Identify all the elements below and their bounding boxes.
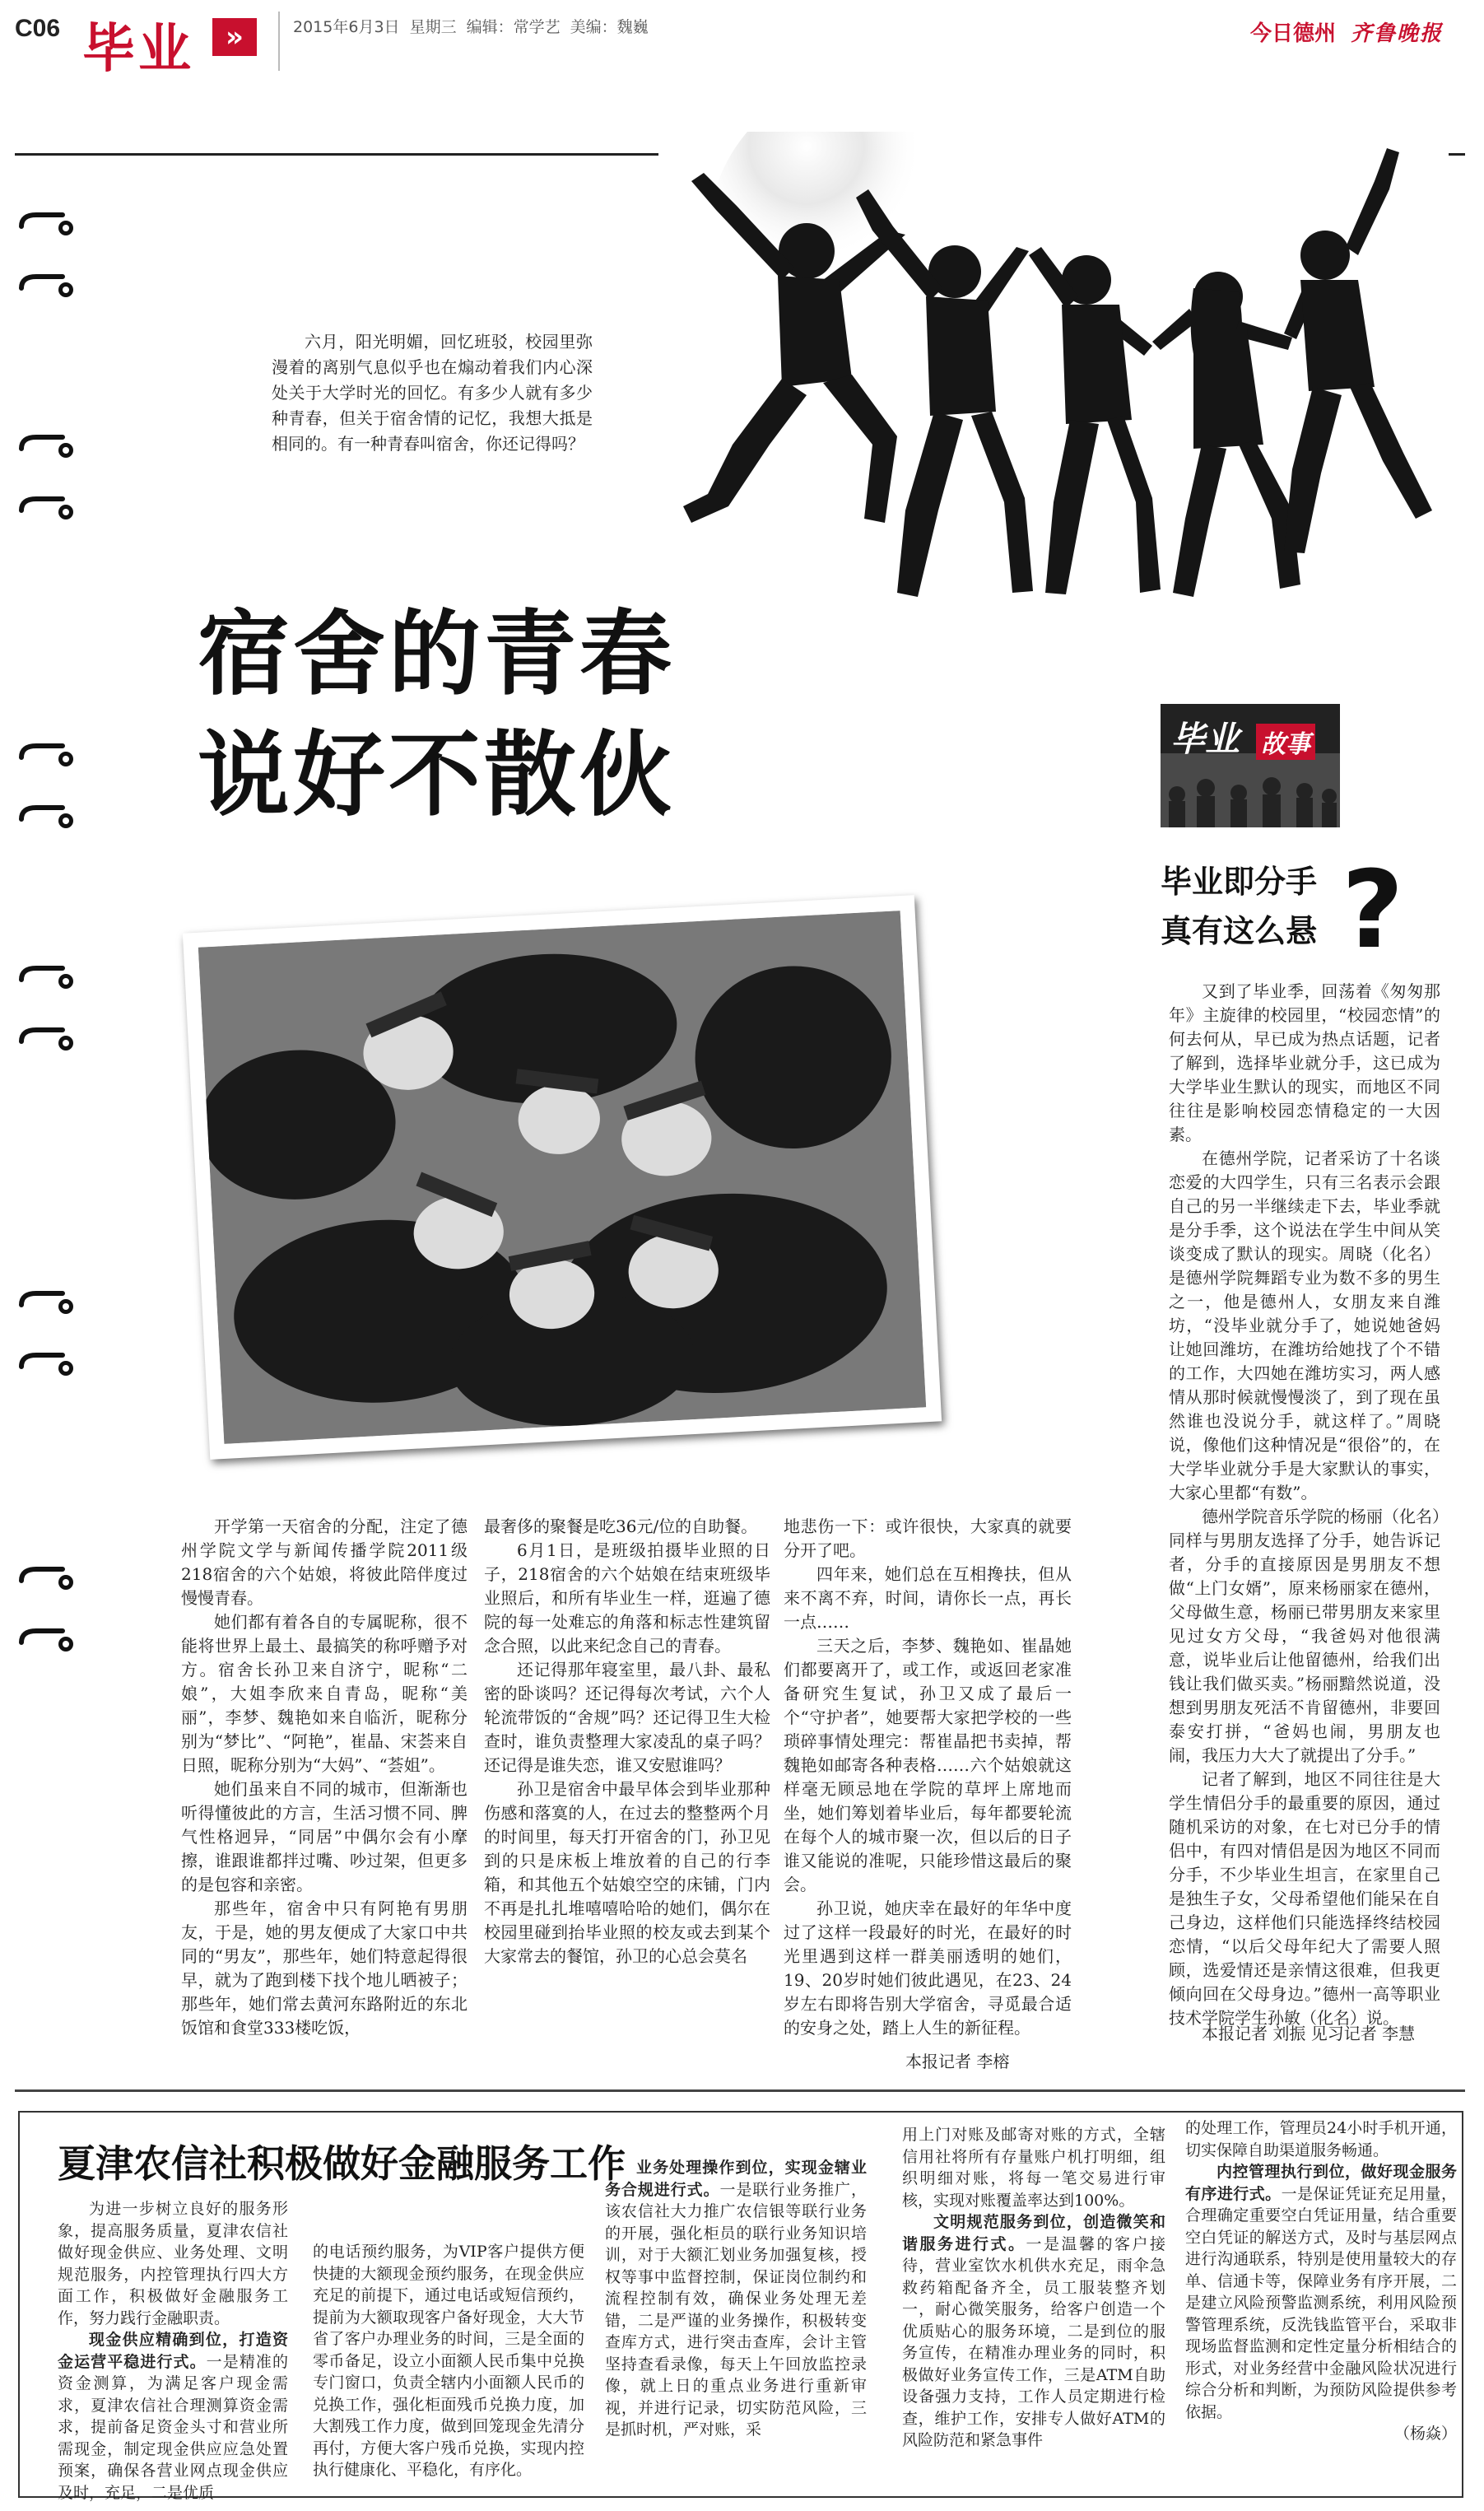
jumping-people-silhouette [658,132,1449,642]
bottom-column-1 [58,2198,288,2504]
article-paragraph: 孙卫说，她庆幸在最好的年华中度过了这样一段最好的时光，在最好的时光里遇到这样一群美丽透明的她们，19、20岁时她们彼此遇见，在23、24岁左右即将告别大学宿舍，寻觅最合适的安身之处，踏上人生的新征程。 [784,1898,1072,2038]
article-paragraph: 6月1日，是班级拍摄毕业照的日子，218宿舍的六个姑娘在结束班级毕业照后，和所有毕业生一样，逛遍了德院的每一处难忘的角落和标志性建筑留念合照，以此来纪念自己的青春。 [484,1540,770,1656]
dorm-photo [183,895,942,1460]
headline-line-1: 宿舍的青春 [198,601,675,708]
binder-ring-icon [18,1025,77,1058]
main-byline: 本报记者 李榕 [905,2052,1010,2071]
article-column-1 [181,1515,468,2040]
bottom-text: 一是精准的资金测算，为满足客户现金需求，夏津农信社合理测算资金需求，提前备足资金头寸和营业所需现金，制定现金供应应急处置预案，确保各营业网点现金供应及时，充足，二是优质 [58,2352,288,2502]
header-info: 2015年6月3日 星期三 编辑：常学艺 美编：魏巍 [293,18,649,36]
masthead [1250,16,1443,47]
article-paragraph: 那些年，宿舍中只有阿艳有男朋友，于是，她的男友便成了大家口中共同的“男友”，那些年，她们特意起得很早，就为了跑到楼下找个地儿晒被子；那些年，她们常去黄河东路附近的东北饭馆和食堂333楼吃饭， [181,1898,468,2038]
bottom-subhead: 文明规范服务到位，创造微笑和谐服务进行式。 [902,2213,1165,2253]
bottom-text: 一是联行业务推广，该农信社大力推广农信银等联行业务的开展，强化柜员的联行业务知识培训，对于大额汇划业务加强复核，授权等事中监督控制，保证岗位制约和流程控制有效，确保业务处理无差错，二是严谨的业务操作，积极转变查库方式，进行突击查库，会计主管坚持查看录像，每天上午回放监控录像，就上日的重点业务进行重新审视，并进行记录，切实防范风险，三是抓时机，严对账，采 [605,2180,867,2439]
page-number: C06 [15,15,61,42]
side-paragraph: 在德州学院，记者采访了十名谈恋爱的大四学生，只有三名表示会跟自己的另一半继续走下去，毕业季就是分手季，这个说法在学生中间从笑谈变成了默认的现实。周晓（化名）是德州学院舞蹈专业为数不多的男生之一，他是德州人，女朋友来自潍坊，“没毕业就分手了，她说她爸妈让她回潍坊，在潍坊给她找了个不错的工作，大四她在潍坊实习，两人感情从那时候就慢慢淡了，到了现在虽然谁也没说分手，就这样了。”周晓说，像他们这种情况是“很俗”的，在大学毕业就分手是大家默认的事实，大家心里都“有数”。 [1169,1148,1440,1502]
bottom-article-title: 夏津农信社积极做好金融服务工作 [58,2141,626,2186]
bottom-text: 一是温馨的客户接待，营业室饮水机供水充足，雨伞急救药箱配备齐全，员工服装整齐划一，耐心微笑服务，给客户创造一个优质贴心的服务环境，二是到位的服务宣传，在精准办理业务的同时，积极做好业务宣传工作，三是ATM自助设备强力支持，工作人员定期进行检查，维护工作，安排专人做好ATM的风险防范和紧急事件 [902,2234,1165,2449]
story-tag [1161,704,1340,827]
bottom-subhead: 业务处理操作到位，实现金辖业务合规进行式。 [605,2159,867,2199]
binder-ring-icon [18,1626,77,1659]
bottom-text: 的处理工作，管理员24小时手机开通，切实保障自助渠道服务畅通。 [1185,2119,1457,2159]
article-paragraph: 还记得那年寝室里，最八卦、最私密的卧谈吗？还记得每次考试，六个人轮流带饭的“舍规”吗？还记得卫生大检查时，谁负责整理大家凌乱的桌子吗？还记得是谁失恋，谁又安慰谁吗？ [484,1660,770,1775]
article-paragraph: 四年来，她们总在互相搀扶，但从来不离不弃，时间，请你长一点，再长一点…… [784,1564,1072,1632]
binder-ring-icon [18,1350,77,1383]
bottom-text: 的电话预约服务，为VIP客户提供方便快捷的大额现金预约服务，在现金供应充足的前提下，通过电话或短信预约，提前为大额取现客户备好现金，大大节省了客户办理业务的时间，三是全面的零币备足，设立小面额人民币集中兑换专门窗口，负责全辖内小面额人民币的兑换工作，强化柜面残币兑换力度，加大割残工作力度，做到回笼现金先清分再付，方便大客户残币兑换，实现内控执行健康化、平稳化，有序化。 [313,2243,584,2479]
paper-logo: 齐鲁晚报 [1350,21,1443,46]
bottom-text: 用上门对账及邮寄对账的方式，全辖信用社将所有存量账户机打明细，组织明细对账，将每一笔交易进行审核，实现对账覆盖率达到100%。 [902,2126,1165,2210]
bottom-paragraph [605,2157,867,2441]
bottom-paragraph [58,2198,288,2329]
bottom-column-3 [605,2157,867,2441]
side-byline: 本报记者 刘振 见习记者 李慧 [1202,2024,1416,2043]
binder-ring-icon [18,741,77,774]
section-title: 毕业 [82,19,194,80]
crowd-photo [1161,753,1340,827]
bottom-paragraph [1185,2161,1457,2423]
bottom-column-5 [1185,2117,1457,2445]
headline-line-2: 说好不散伙 [198,722,675,829]
article-paragraph: 开学第一天宿舍的分配，注定了德州学院文学与新闻传播学院2011级218宿舍的六个姑娘，将彼此陪伴度过慢慢青春。 [181,1516,468,1608]
bottom-column-2 [313,2241,584,2481]
story-tag-red: 故事 [1256,724,1315,760]
graduates-lying-photo [198,911,926,1444]
article-paragraph: 孙卫是宿舍中最早体会到毕业那种伤感和落寞的人，在过去的整整两个月的时间里，每天打开宿舍的门，孙卫见到的只是床板上堆放着的自己的行李箱，和其他五个姑娘空空的床铺，门内不再是扎扎堆嘻嘻哈哈的她们，偶尔在校园里碰到抬毕业照的校友或去到某个大家常去的餐馆，孙卫的心总会莫名 [484,1779,770,1966]
binder-ring-icon [18,272,77,305]
story-tag-main: 毕业 [1170,719,1240,759]
header-divider [278,12,280,71]
city-label: 今日德州 [1249,21,1336,46]
bottom-author: （杨焱） [1393,2425,1457,2443]
bottom-paragraph [58,2329,288,2504]
bottom-subhead: 现金供应精确到位，打造资金运营平稳进行式。 [58,2331,288,2371]
binder-ring-icon [18,210,77,243]
article-column-3 [784,1515,1072,2040]
bottom-text: 为进一步树立良好的服务形象，提高服务质量，夏津农信社做好现金供应、业务处理、文明规范服务，内控管理执行四大方面工作，积极做好金融服务工作，努力践行金融职责。 [58,2200,288,2327]
article-paragraph: 地悲伤一下：或许很快，大家真的就要分开了吧。 [784,1516,1072,1560]
section-arrow-icon: » [212,18,257,56]
binder-ring-icon [18,432,77,465]
bottom-paragraph [1185,2117,1457,2161]
side-heading-line-2: 真有这么悬 [1161,913,1318,949]
side-paragraph: 德州学院音乐学院的杨丽（化名）同样与男朋友选择了分手，她告诉记者，分手的直接原因是男朋友不想做“上门女婿”，原来杨丽家在德州，父母做生意，杨丽已带男朋友来家里见过女方父母，“我爸妈对他很满意，说毕业后让他留德州，给我们出钱让我们做买卖。”杨丽黯然说道，没想到男朋友死活不肯留德州，非要回泰安打拼，“爸妈也闹，男朋友也闹，我压力大大了就提出了分手。” [1169,1507,1440,1765]
bottom-paragraph [902,2124,1165,2211]
article-paragraph: 最奢侈的聚餐是吃36元/位的自助餐。 [484,1516,758,1536]
binder-ring-icon [18,1564,77,1597]
bottom-subhead: 内控管理执行到位，做好现金服务有序进行式。 [1185,2163,1457,2203]
bottom-text: 一是保证凭证充足用量，合理确定重要空白凭证用量，结合重要空白凭证的解送方式，及时与基层网点进行沟通联系，特别是使用量较大的存单、信通卡等，保障业务有序开展，二是建立风险预警监测系统，利用风险预警管理系统，反洗钱监管平台，采取非现场监督监测和定性定量分析相结合的形式，对业务经营中金融风险状况进行综合分析和判断，为预防风险提供参考依据。 [1185,2184,1457,2421]
question-mark: ? [1342,847,1404,972]
side-heading-line-1: 毕业即分手 [1161,864,1318,900]
binder-ring-icon [18,803,77,836]
bottom-paragraph [902,2211,1165,2452]
article-paragraph: 三天之后，李梦、魏艳如、崔晶她们都要离开了，或工作，或返回老家准备研究生复试，孙卫又成了最后一个“守护者”，她要帮大家把学校的一些琐碎事情处理完：帮崔晶把书卖掉，帮魏艳如邮寄各种表格……六个姑娘就这样毫无顾忌地在学院的草坪上席地而坐，她们筹划着毕业后，每年都要轮流在每个人的城市聚一次，但以后的日子谁又能说的准呢，只能珍惜这最后的聚会。 [784,1636,1072,1894]
binder-ring-icon [18,1288,77,1321]
silhouette-illustration [658,132,1449,642]
bottom-paragraph [313,2241,584,2481]
article-paragraph: 她们都有着各自的专属昵称，很不能将世界上最土、最搞笑的称呼赠予对方。宿舍长孙卫来自济宁，昵称“二娘”，大姐李欣来自青岛，昵称“美丽”，李梦、魏艳如来自临沂，昵称分别为“梦比”、“阿艳”，崔晶、宋荟来自日照，昵称分别为“大妈”、“荟姐”。 [181,1612,468,1775]
side-paragraph: 又到了毕业季，回荡着《匆匆那年》主旋律的校园里，“校园恋情”的何去何从，早已成为热点话题，记者了解到，选择毕业就分手，这已成为大学毕业生默认的现实，而地区不同往往是影响校园恋情稳定的一大因素。 [1169,981,1440,1144]
section-divider [15,2089,1465,2092]
binder-ring-icon [18,494,77,527]
side-article [1169,980,1440,2030]
intro-paragraph: 六月，阳光明媚，回忆班驳，校园里弥漫着的离别气息似乎也在煽动着我们内心深处关于大学时光的回忆。有多少人就有多少种青春，但关于宿舍情的记忆，我想大抵是相同的。有一种青春叫宿舍，你还记得吗？ [272,332,593,454]
bottom-column-4 [902,2124,1165,2452]
article-paragraph: 她们虽来自不同的城市，但渐渐也听得懂彼此的方言，生活习惯不同、脾气性格迥异，“同居”中偶尔会有小摩擦，谁跟谁都拌过嘴、吵过架，但更多的是包容和亲密。 [181,1779,468,1894]
article-column-2 [484,1515,770,1968]
binder-ring-icon [18,963,77,996]
side-paragraph: 记者了解到，地区不同往往是大学生情侣分手的最重要的原因，通过随机采访的对象，在七对已分手的情侣中，有四对情侣是因为地区不同而分手，不少毕业生坦言，在家里自己是独生子女，父母希望他们能呆在自己身边，这样他们只能选择终结校园恋情，“以后父母年纪大了需要人照顾，选爱情还是亲情这很难，但我更倾向回在父母身边。”德州一高等职业技术学院学生孙敏（化名）说。 [1169,1769,1440,2028]
